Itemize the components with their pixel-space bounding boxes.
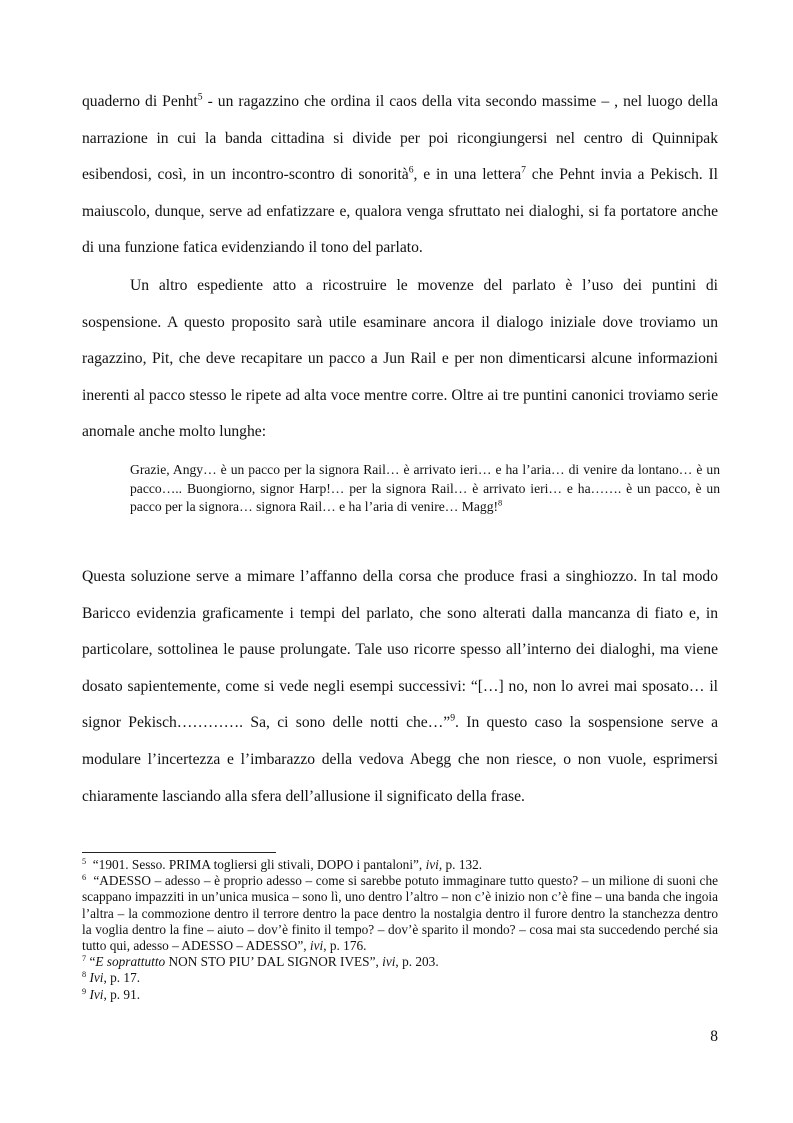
paragraph-1-text-a: quaderno di Penht <box>82 93 198 110</box>
footnote-7-page: , p. 203. <box>395 954 439 970</box>
footnote-ref-5[interactable]: 5 <box>197 91 203 103</box>
footnotes <box>82 857 718 1003</box>
footnote-5-ivi: ivi <box>425 857 439 872</box>
footnote-8-page: , p. 17. <box>103 970 141 986</box>
footnote-ref-7[interactable]: 7 <box>521 164 526 176</box>
footnote-5-number: 5 <box>82 857 87 867</box>
block-quote <box>130 461 720 517</box>
footnote-9-page: , p. 91. <box>103 986 141 1002</box>
footnote-7-open-quote: “ <box>89 954 96 970</box>
footnote-7-ivi: ivi <box>382 954 396 970</box>
footnote-5-text: “1901. Sesso. PRIMA togliersi gli stivali, DOPO i pantaloni”, <box>92 857 426 872</box>
footnote-9-ivi: Ivi <box>89 986 104 1002</box>
footnote-6-page: , p. 176. <box>323 938 367 954</box>
footnote-ref-9[interactable]: 9 <box>450 713 456 725</box>
footnote-7-number: 7 <box>82 954 87 964</box>
footnote-ref-6[interactable]: 6 <box>408 164 414 176</box>
footnote-9-number: 9 <box>82 986 87 996</box>
footnote-6-text: “ADESSO – adesso – è proprio adesso – come si sarebbe potuto immaginare tutto questo? – un milione di suoni che scappano impazziti in un’unica musica – sono lì, uno dentro l’altro – non c’è inizio non c’è fine – una banda che ingoia l’altra – la commozione dentro il terrore dentro la pace dentro la nostalgia dentro il furore dentro la stanchezza dentro la voglia dentro la fine – aiuto – dov’è finito il tempo? – dov’è sparito il mondo? – cosa mai sta succedendo perché sia tutto qui, adesso – ADESSO – ADESSO”, <box>82 873 718 954</box>
footnote-6-ivi: ivi <box>309 938 324 954</box>
footnote-6 <box>82 873 718 954</box>
footnote-5 <box>82 857 718 873</box>
paragraph-1-text-c: , e in una lettera <box>413 166 522 184</box>
footnote-8-number: 8 <box>82 970 87 980</box>
footnote-ref-8[interactable]: 8 <box>498 497 503 508</box>
paragraph-3-text-a: Questa soluzione serve a mimare l’affanno della corsa che produce frasi a singhiozzo. In tal modo Baricco evidenzia graficamente i tempi del parlato, che sono alterati dalla mancanza di fiato e, in particolare, sottolinea le pause prolungate. Tale uso ricorre spesso all’interno dei dialoghi, ma viene dosato sapientemente, come si vede negli esempi successivi: “[…] no, non lo avrei mai sposato… il signor Pekisch…………. Sa, ci sono delle notti che…” <box>82 568 718 732</box>
footnote-7-italic: E soprattutto <box>95 954 166 970</box>
footnote-5-page: , p. 132. <box>438 857 483 872</box>
footnote-8 <box>82 970 718 986</box>
footnote-8-ivi: Ivi <box>89 970 104 986</box>
paragraph-1-text-d: che Pehnt invia a Pekisch. Il maiuscolo, dunque, serve ad enfatizzare e, qualora venga sfruttato nei dialoghi, si fa portatore anche di una funzione fatica evidenziando il tono del parlato. <box>82 166 718 257</box>
paragraph-2: Un altro espediente atto a ricostruire le movenze del parlato è l’uso dei puntini di sospensione. A questo proposito sarà utile esaminare ancora il dialogo iniziale dove troviamo un ragazzino, Pit, che deve recapitare un pacco a Jun Rail e per non dimenticarsi alcune informazioni inerenti al pacco stesso le ripete ad alta voce mentre corre. Oltre ai tre puntini canonici troviamo serie anomale anche molto lunghe: <box>82 277 718 441</box>
paragraph-1 <box>82 84 718 267</box>
page-number: 8 <box>710 1028 718 1045</box>
footnote-7 <box>82 954 718 970</box>
footnote-6-number: 6 <box>82 873 87 883</box>
paragraph-3 <box>82 559 718 815</box>
paragraph-1-text-b: - un ragazzino che ordina il caos della vita secondo massime – , nel luogo della narrazione in cui la banda cittadina si divide per poi ricongiungersi nel centro di Quinnipak esibendosi, così, in un incontro-scontro di sonorità <box>82 93 719 184</box>
footnote-separator <box>82 852 276 853</box>
block-quote-text: Grazie, Angy… è un pacco per la signora Rail… è arrivato ieri… e ha l’aria… di venire da lontano… è un pacco….. Buongiorno, signor Harp!… per la signora Rail… è arrivato ieri… e ha……. è un pacco, è un pacco per la signora… signora Rail… e ha l’aria di venire… Magg! <box>130 462 720 514</box>
footnote-7-text: NON STO PIU’ DAL SIGNOR IVES”, <box>165 954 383 970</box>
paragraph-3-text-b: . In questo caso la sospensione serve a modulare l’incertezza e l’imbarazzo della vedova Abegg che non riesce, o non vuole, esprimersi chiaramente lasciando alla sfera dell’allusione il significato della frase. <box>82 714 718 805</box>
footnote-9 <box>82 987 718 1003</box>
